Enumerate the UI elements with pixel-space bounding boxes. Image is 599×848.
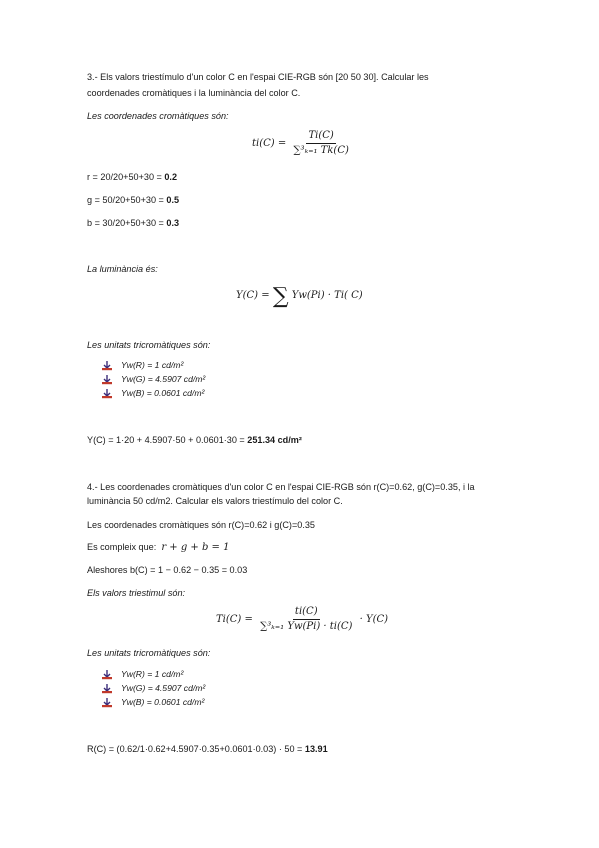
q3-b-value: 0.3 — [166, 218, 180, 228]
q3-r-value: 0.2 — [164, 172, 178, 182]
q3-units-heading: Les unitats tricromàtiques són: — [87, 340, 211, 350]
q4-triest-formula — [216, 606, 388, 633]
q3-g-line — [87, 193, 179, 207]
q3-formula-den: ∑³ₖ₌₁ Tk(C) — [293, 145, 349, 156]
q4-complex-line — [87, 540, 229, 555]
q4-chrom-line: Les coordenades cromàtiques són r(C)=0.62 i g(C)=0.35 — [87, 520, 315, 530]
bullet-arrow-icon — [102, 361, 112, 371]
q4-unit-r: Yw(R) = 1 cd/m² — [121, 669, 184, 679]
q4-aleshores-line: Aleshores b(C) = 1 − 0.62 − 0.35 = 0.03 — [87, 565, 248, 575]
q4-unit-g: Yw(G) = 4.5907 cd/m² — [121, 683, 206, 693]
q4-result-text: R(C) = (0.62/1·0.62+4.5907·0.35+0.0601·0.03) · 50 = — [87, 744, 305, 754]
q4-complex-text: Es compleix que: — [87, 542, 157, 552]
q3-result-text: Y(C) = 1·20 + 4.5907·50 + 0.0601·30 = — [87, 435, 248, 445]
bullet-arrow-icon — [102, 375, 112, 385]
q4-units-heading: Les unitats tricromàtiques són: — [87, 648, 211, 658]
q4-formula-num: ti(C) — [293, 606, 320, 620]
q4-statement-line2: luminància 50 cd/m2. Calcular els valors triestímulo del color C. — [87, 496, 343, 506]
q3-formula-fraction — [291, 130, 350, 157]
q3-unit-g: Yw(G) = 4.5907 cd/m² — [121, 374, 206, 384]
q3-chrom-formula — [252, 130, 353, 157]
q3-r-text: r = 20/20+50+30 = — [87, 172, 165, 182]
q3-result-line — [87, 433, 302, 447]
q3-lum-rhs: Yw(Pi) · Ti( C) — [291, 290, 363, 301]
bullet-arrow-icon — [102, 698, 112, 708]
bullet-arrow-icon — [102, 670, 112, 680]
q3-lum-formula — [236, 284, 363, 309]
q3-formula-lhs: ti(C) = — [252, 138, 287, 149]
q3-g-text: g = 50/20+50+30 = — [87, 195, 167, 205]
q3-b-line — [87, 216, 179, 230]
q3-g-value: 0.5 — [166, 195, 180, 205]
bullet-arrow-icon — [102, 389, 112, 399]
q4-statement-line1: 4.- Les coordenades cromàtiques d'un color C en l'espai CIE-RGB són r(C)=0.62, g(C)=0.35, i la — [87, 482, 475, 492]
q4-formula-fraction — [258, 606, 354, 633]
q4-formula-rhs: · Y(C) — [359, 614, 389, 625]
bullet-arrow-icon — [102, 684, 112, 694]
q4-complex-math: r + g + b = 1 — [161, 542, 230, 553]
q4-formula-den: ∑³ₖ₌₁ Yw(Pi) · ti(C) — [260, 621, 353, 632]
q3-lum-lhs: Y(C) = — [236, 290, 270, 301]
q3-formula-num: Ti(C) — [306, 130, 335, 144]
q3-chrom-heading: Les coordenades cromàtiques són: — [87, 111, 229, 121]
q3-result-value: 251.34 cd/m² — [247, 435, 302, 445]
q4-formula-lhs: Ti(C) = — [216, 614, 253, 625]
q3-b-text: b = 30/20+50+30 = — [87, 218, 167, 228]
q3-unit-r: Yw(R) = 1 cd/m² — [121, 360, 184, 370]
q3-statement-line2: coordenades cromàtiques i la luminància del color C. — [87, 88, 301, 98]
q4-result-value: 13.91 — [304, 744, 328, 754]
q3-statement-line1: 3.- Els valors triestímulo d'un color C en l'espai CIE-RGB són [20 50 30]. Calcular les — [87, 72, 429, 82]
q3-r-line — [87, 170, 177, 184]
q3-lum-heading: La luminància és: — [87, 264, 158, 274]
q3-unit-b: Yw(B) = 0.0601 cd/m² — [121, 388, 205, 398]
sum-symbol: ∑ — [272, 284, 289, 309]
q4-triest-heading: Els valors triestimul són: — [87, 588, 186, 598]
q4-unit-b: Yw(B) = 0.0601 cd/m² — [121, 697, 205, 707]
q4-result-line — [87, 742, 328, 756]
